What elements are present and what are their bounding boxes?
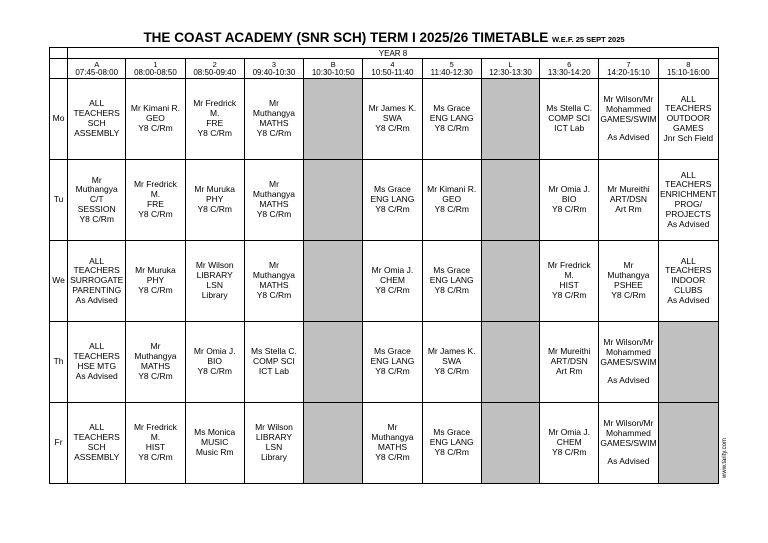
cell-text: Mr Muruka	[135, 265, 176, 276]
cell-text: MATHS	[259, 280, 289, 290]
cell-text: Mr Wilson/Mr	[603, 417, 654, 428]
cell-text: M.	[209, 108, 220, 119]
period-time: 12:30-13:30	[489, 68, 532, 77]
cell-text: Y8 C/Rm	[138, 284, 173, 295]
cell-text: Y8 C/Rm	[138, 370, 173, 381]
cell-text: Y8 C/Rm	[551, 289, 587, 300]
period-header	[185, 59, 244, 79]
title-main: THE COAST ACADEMY (SNR SCH) TERM I 2025/26 TIMETABLE	[143, 30, 549, 45]
cell-text: PROG/	[674, 199, 702, 209]
lesson-cell	[540, 322, 599, 403]
cell-text: Mr Wilson/Mr	[603, 93, 654, 104]
cell-text: Mr Muruka	[194, 184, 236, 195]
blank-slot	[658, 403, 718, 484]
cell-text: ENG LANG	[429, 437, 474, 448]
cell-text: Y8 C/Rm	[79, 213, 114, 224]
period-time: 08:00-08:50	[134, 68, 177, 77]
lesson-cell	[185, 322, 244, 403]
cell-text: HSE MTG	[77, 361, 117, 371]
cell-text: ALL	[680, 169, 696, 180]
cell-text: Y8 C/Rm	[375, 451, 410, 462]
cell-text: Muthangya	[252, 189, 295, 200]
cell-text: Mr Wilson/Mr	[603, 336, 654, 347]
day-row	[50, 403, 719, 484]
year-row	[50, 48, 719, 59]
day-name: We	[50, 241, 68, 322]
cell-text: PROJECTS	[665, 208, 711, 219]
cell-text: PHY	[146, 275, 165, 286]
cell-text: Y8 C/Rm	[434, 284, 469, 295]
cell-text: ALL	[89, 98, 105, 109]
cell-text: GAMES/SWIM	[600, 437, 657, 448]
period-letter: 8	[686, 60, 691, 69]
cell-text: Muthangya	[371, 432, 414, 443]
cell-text: Y8 C/Rm	[197, 203, 232, 214]
cell-text: Mr Omia J.	[371, 265, 414, 276]
cell-text: Y8 C/Rm	[197, 127, 232, 138]
cell-text: Y8 C/Rm	[434, 122, 469, 133]
period-letter: 6	[567, 60, 572, 69]
period-time: 09:40-10:30	[252, 68, 296, 77]
cell-text: Muthangya	[252, 270, 295, 281]
period-letter: 2	[212, 60, 217, 69]
cell-text: TEACHERS	[665, 103, 712, 114]
cell-text: Y8 C/Rm	[197, 365, 232, 376]
cell-text: MATHS	[377, 442, 408, 452]
lesson-cell	[126, 322, 185, 403]
timetable	[49, 47, 719, 484]
blank-slot	[481, 160, 539, 241]
lesson-cell	[422, 322, 481, 403]
cell-text: Mr Fredrick	[133, 179, 177, 190]
cell-text: As Advised	[607, 456, 650, 467]
period-time: 14:20-15:10	[607, 68, 650, 77]
cell-text: Ms Grace	[433, 103, 471, 114]
cell-text: OUTDOOR	[666, 113, 711, 124]
cell-text: Mr Mureithi	[547, 346, 591, 357]
cell-text: Mr Fredrick	[133, 422, 177, 433]
cell-text: As Advised	[607, 132, 650, 143]
period-header	[126, 59, 185, 79]
lesson-cell	[599, 241, 658, 322]
cell-text: LSN	[265, 442, 283, 452]
day-name: Mo	[50, 79, 68, 160]
cell-text: GEO	[442, 194, 462, 205]
blank-slot	[481, 403, 539, 484]
cell-text: FRE	[146, 199, 164, 209]
cell-text: MATHS	[259, 118, 289, 128]
period-letter: 1	[153, 60, 158, 69]
year-corner	[50, 48, 68, 59]
day-row	[50, 322, 719, 403]
lesson-cell	[68, 322, 126, 403]
cell-text: Ms Grace	[374, 184, 411, 195]
lesson-cell	[185, 160, 244, 241]
cell-text: Mr Kimani R.	[427, 184, 477, 195]
period-header	[363, 59, 422, 79]
cell-text: Mr	[387, 422, 398, 433]
period-header	[68, 59, 126, 79]
cell-text: ENG LANG	[429, 113, 474, 124]
credit-text: www.tarity.com	[722, 438, 728, 478]
lesson-cell	[363, 403, 422, 484]
cell-text: SWA	[442, 356, 462, 367]
lesson-cell	[68, 160, 126, 241]
cell-text: GAMES/SWIM	[600, 113, 657, 124]
lesson-cell	[68, 403, 126, 484]
cell-text: PSHEE	[614, 280, 643, 290]
day-row	[50, 160, 719, 241]
cell-text: Mohammed	[606, 427, 651, 438]
lesson-cell	[363, 322, 422, 403]
cell-text: Y8 C/Rm	[375, 203, 410, 214]
lesson-cell	[185, 403, 244, 484]
cell-text: Y8 C/Rm	[138, 208, 173, 219]
cell-text: ART/DSN	[609, 194, 648, 205]
cell-text: GAMES/SWIM	[600, 356, 657, 367]
cell-text: CLUBS	[674, 284, 703, 295]
day-name: Th	[50, 322, 68, 403]
lesson-cell	[540, 79, 599, 160]
cell-text: LIBRARY	[196, 270, 233, 281]
cell-text: CHEM	[556, 437, 582, 448]
lesson-cell	[658, 79, 718, 160]
blank-slot	[481, 322, 539, 403]
cell-text: Library	[260, 451, 287, 462]
header-corner	[50, 59, 68, 79]
cell-text: Y8 C/Rm	[256, 289, 292, 300]
cell-text: MATHS	[259, 199, 289, 209]
lesson-cell	[599, 322, 658, 403]
cell-text: FRE	[206, 118, 224, 128]
cell-text: ICT Lab	[554, 122, 585, 133]
cell-text: COMP SCI	[253, 356, 295, 367]
blank-slot	[658, 322, 718, 403]
cell-text: Mr Mureithi	[607, 184, 650, 195]
credit-watermark	[719, 432, 731, 484]
cell-text: Mr James K.	[368, 103, 417, 114]
lesson-cell	[658, 241, 718, 322]
cell-text: SURROGATE	[70, 275, 124, 286]
lesson-cell	[422, 160, 481, 241]
cell-text: INDOOR	[671, 275, 706, 286]
lesson-cell	[422, 79, 481, 160]
cell-text: Mr Fredrick	[193, 98, 237, 109]
cell-text: GAMES	[672, 122, 704, 133]
lesson-cell	[599, 160, 658, 241]
cell-text: Art Rm	[615, 203, 642, 214]
period-header	[481, 59, 539, 79]
period-letter: B	[330, 60, 336, 69]
period-header	[599, 59, 658, 79]
cell-text: Mr	[91, 174, 102, 185]
cell-text: ART/DSN	[550, 356, 588, 367]
cell-text: Ms Grace	[433, 427, 471, 438]
cell-text: BIO	[207, 356, 223, 367]
lesson-cell	[540, 160, 599, 241]
period-time: 08:50-09:40	[193, 68, 237, 77]
blank-slot	[481, 79, 539, 160]
cell-text: Y8 C/Rm	[434, 203, 469, 214]
cell-text: Y8 C/Rm	[434, 365, 469, 376]
cell-text: SWA	[382, 113, 402, 124]
cell-text: Mr Fredrick	[547, 260, 591, 271]
lesson-cell	[540, 241, 599, 322]
period-time: 10:50-11:40	[371, 68, 414, 77]
cell-text: ENRICHMENT	[659, 189, 717, 200]
cell-text: Mohammed	[606, 103, 651, 114]
period-letter: L	[508, 60, 513, 69]
lesson-cell	[126, 79, 185, 160]
cell-text: HIST	[559, 280, 579, 290]
lesson-cell	[244, 160, 303, 241]
blank-slot	[304, 160, 363, 241]
cell-text: Y8 C/Rm	[551, 203, 587, 214]
lesson-cell	[422, 241, 481, 322]
period-letter: 4	[390, 60, 395, 69]
cell-text: Jnr Sch Field	[663, 132, 714, 143]
day-name: Tu	[50, 160, 68, 241]
period-time: 10:30-10:50	[311, 68, 355, 77]
cell-text: ALL	[89, 422, 105, 433]
period-header	[244, 59, 303, 79]
cell-text: Ms Grace	[433, 265, 471, 276]
cell-text: BIO	[561, 194, 577, 205]
cell-text: Y8 C/Rm	[551, 446, 587, 457]
cell-text: ASSEMBLY	[74, 451, 120, 462]
lesson-cell	[126, 241, 185, 322]
lesson-cell	[126, 160, 185, 241]
cell-text: Mr	[268, 179, 279, 190]
period-header-row	[50, 59, 719, 79]
blank-slot	[304, 79, 363, 160]
lesson-cell	[363, 160, 422, 241]
cell-text: ENG LANG	[370, 194, 415, 205]
cell-text: TEACHERS	[73, 108, 120, 119]
cell-text: As Advised	[607, 375, 650, 386]
cell-text: Y8 C/Rm	[375, 365, 410, 376]
lesson-cell	[244, 403, 303, 484]
cell-text: MATHS	[140, 361, 171, 371]
cell-text: ALL	[680, 255, 696, 266]
cell-text: Music Rm	[195, 446, 234, 457]
cell-text: Mr	[268, 260, 279, 271]
cell-text: Mr	[623, 260, 634, 271]
period-header	[422, 59, 481, 79]
cell-text: Mr Kimani R.	[130, 103, 181, 114]
cell-text: TEACHERS	[665, 179, 712, 190]
cell-text: Y8 C/Rm	[138, 122, 173, 133]
cell-text: Mr Omia J.	[548, 184, 590, 195]
cell-text: CHEM	[379, 275, 405, 286]
cell-text: TEACHERS	[665, 265, 712, 276]
period-header	[304, 59, 363, 79]
day-row	[50, 79, 719, 160]
cell-text: ENG LANG	[370, 356, 415, 367]
cell-text: PARENTING	[72, 284, 122, 295]
year-label: YEAR 8	[68, 48, 719, 59]
cell-text: Y8 C/Rm	[375, 284, 410, 295]
cell-text: Ms Stella C.	[251, 346, 297, 357]
period-time: 15:10-16:00	[666, 68, 710, 77]
cell-text: Y8 C/Rm	[375, 122, 410, 133]
lesson-cell	[363, 79, 422, 160]
cell-text: LIBRARY	[255, 432, 293, 443]
cell-text: M.	[564, 270, 574, 281]
lesson-cell	[244, 79, 303, 160]
cell-text: Y8 C/Rm	[138, 451, 173, 462]
day-row	[50, 241, 719, 322]
cell-text: As Advised	[75, 370, 118, 381]
lesson-cell	[599, 79, 658, 160]
period-header	[658, 59, 718, 79]
cell-text: Y8 C/Rm	[256, 208, 292, 219]
cell-text: Mr	[268, 98, 279, 109]
period-time: 07:45-08:00	[75, 68, 119, 77]
lesson-cell	[68, 241, 126, 322]
lesson-cell	[185, 79, 244, 160]
cell-text: Muthangya	[607, 270, 650, 281]
cell-text: ALL	[89, 341, 105, 352]
cell-text: M.	[150, 432, 161, 443]
cell-text: HIST	[145, 442, 166, 452]
blank-slot	[304, 322, 363, 403]
cell-text: MUSIC	[201, 437, 229, 448]
blank-slot	[304, 403, 363, 484]
lesson-cell	[658, 160, 718, 241]
cell-text: Art Rm	[555, 365, 583, 376]
lesson-cell	[185, 241, 244, 322]
cell-text: ALL	[89, 255, 105, 266]
period-letter: 7	[626, 60, 631, 69]
lesson-cell	[363, 241, 422, 322]
cell-text: ICT Lab	[258, 365, 289, 376]
cell-text: ENG LANG	[429, 275, 474, 286]
cell-text: C/T	[89, 194, 104, 205]
cell-text: Mohammed	[606, 346, 651, 357]
cell-text: Ms Stella C.	[546, 103, 593, 114]
cell-text: LSN	[206, 280, 223, 290]
cell-text: SCH	[87, 118, 106, 128]
cell-text: Mr Omia J.	[548, 427, 590, 438]
period-time: 13:30-14:20	[547, 68, 591, 77]
title-effective-date: W.E.F. 25 SEPT 2025	[552, 35, 625, 44]
blank-slot	[481, 241, 539, 322]
cell-text: Ms Monica	[194, 427, 236, 438]
cell-text: Y8 C/Rm	[256, 127, 292, 138]
lesson-cell	[599, 403, 658, 484]
period-letter: 3	[271, 60, 277, 69]
period-time: 11:40-12:30	[430, 68, 473, 77]
lesson-cell	[68, 79, 126, 160]
cell-text: SESSION	[77, 203, 116, 214]
cell-text: PHY	[205, 194, 224, 205]
cell-text: As Advised	[667, 218, 710, 229]
cell-text: Mr James K.	[427, 346, 476, 357]
cell-text: Mr Wilson	[195, 260, 234, 271]
cell-text: Muthangya	[134, 351, 177, 362]
lesson-cell	[126, 403, 185, 484]
cell-text: Mr Omia J.	[193, 346, 236, 357]
period-letter: 5	[449, 60, 454, 69]
cell-text: Ms Grace	[374, 346, 411, 357]
day-name: Fr	[50, 403, 68, 484]
cell-text: TEACHERS	[73, 432, 120, 443]
cell-text: Y8 C/Rm	[434, 446, 469, 457]
cell-text: Y8 C/Rm	[611, 289, 646, 300]
cell-text: Mr	[150, 341, 161, 352]
cell-text: As Advised	[667, 294, 710, 305]
page-title	[0, 30, 768, 48]
cell-text: TEACHERS	[73, 265, 120, 276]
cell-text: COMP SCI	[548, 113, 591, 124]
cell-text: As Advised	[75, 294, 118, 305]
cell-text: Muthangya	[75, 184, 118, 195]
period-header	[540, 59, 599, 79]
lesson-cell	[422, 403, 481, 484]
period-letter: A	[94, 60, 100, 69]
cell-text: GEO	[146, 113, 165, 124]
cell-text: Muthangya	[252, 108, 295, 119]
cell-text: M.	[150, 189, 161, 200]
blank-slot	[304, 241, 363, 322]
cell-text: TEACHERS	[73, 351, 120, 362]
lesson-cell	[540, 403, 599, 484]
lesson-cell	[244, 322, 303, 403]
lesson-cell	[244, 241, 303, 322]
cell-text: ASSEMBLY	[74, 127, 120, 138]
cell-text: ALL	[680, 93, 696, 104]
cell-text: Library	[201, 289, 228, 300]
cell-text: Mr Wilson	[255, 422, 293, 433]
cell-text: SCH	[87, 442, 106, 452]
